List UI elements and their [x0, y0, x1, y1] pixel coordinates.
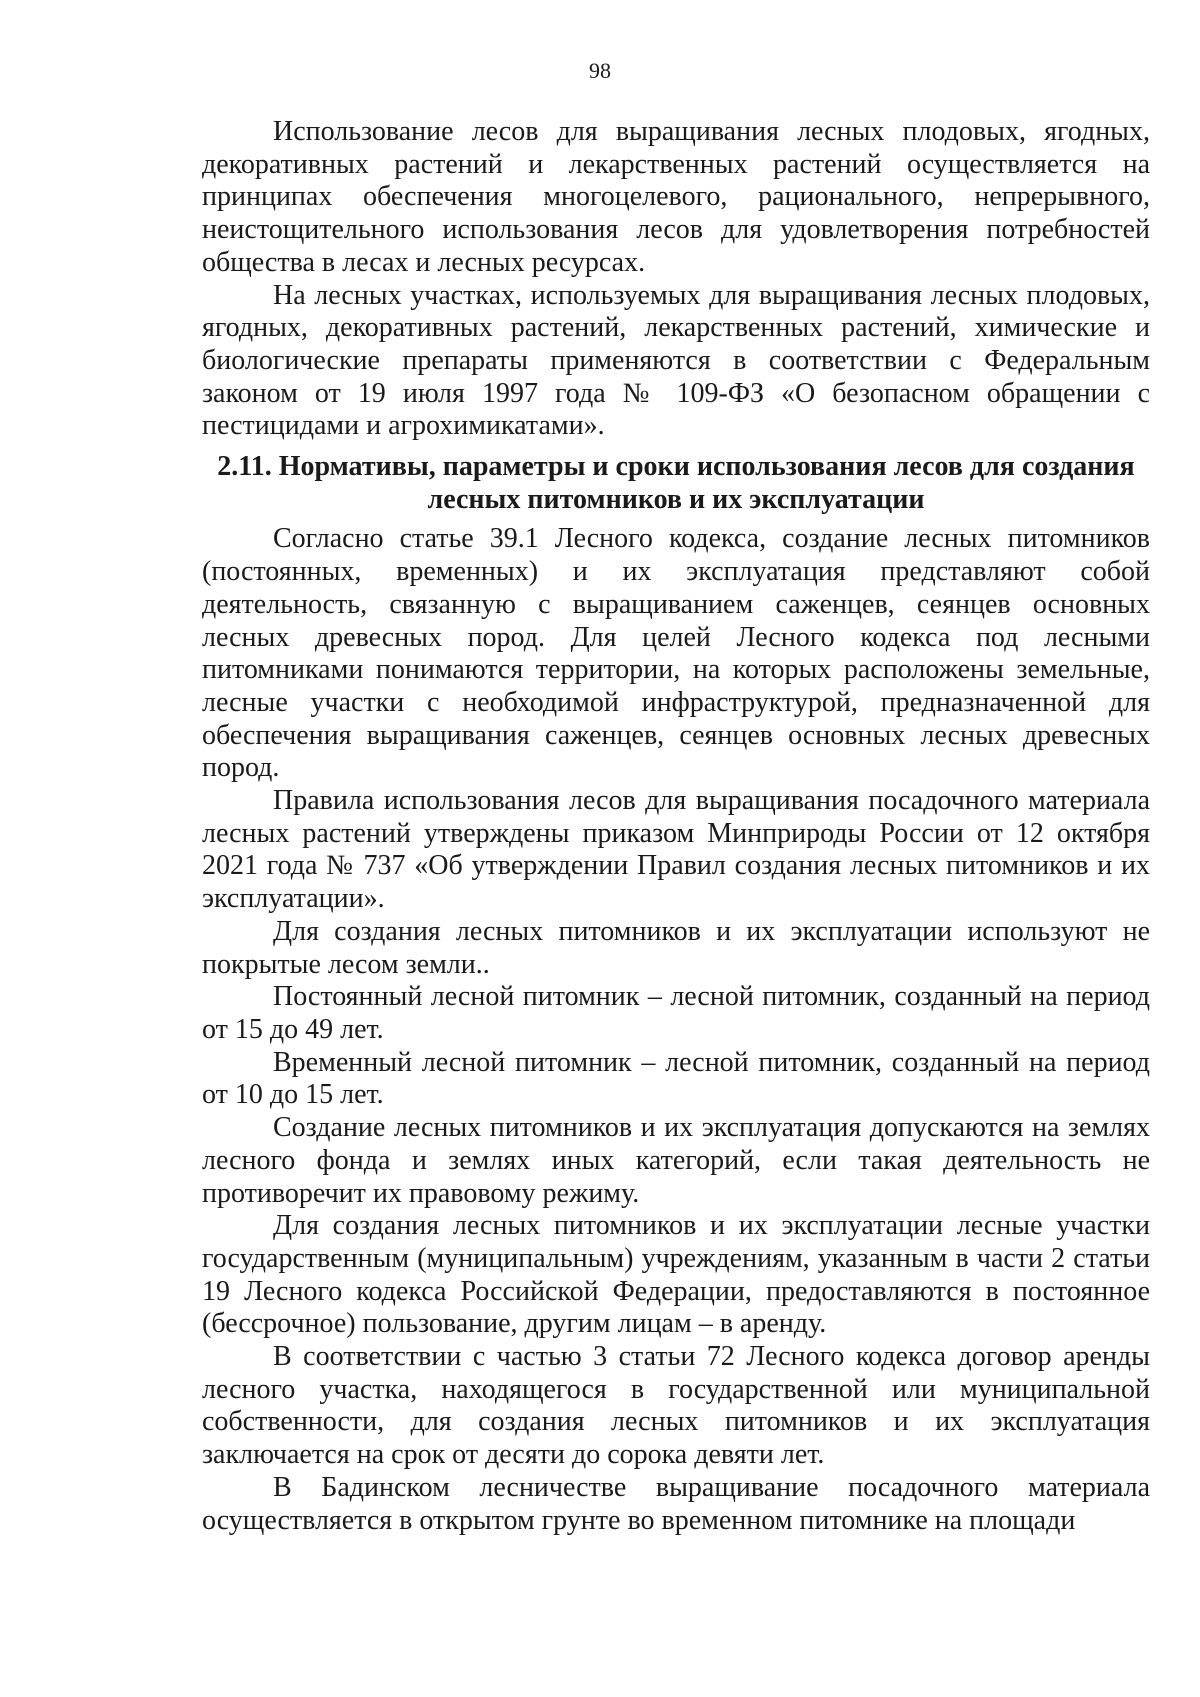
paragraph: Постоянный лесной питомник – лесной питомник, созданный на период от 15 до 49 лет.: [202, 981, 1150, 1045]
paragraph: На лесных участках, используемых для выращивания лесных плодовых, ягодных, декоративных растений, лекарственных растений, химические и биологические препараты применяются в соответствии с Федеральным законом от 19 июля 1997 года № 109-ФЗ «О безопасном обращении с пестицидами и агрохимикатами».: [202, 279, 1150, 442]
paragraph: Создание лесных питомников и их эксплуатация допускаются на землях лесного фонда и землях иных категорий, если такая деятельность не противоречит их правовому режиму.: [202, 1112, 1150, 1209]
paragraph: Для создания лесных питомников и их эксплуатации лесные участки государственным (муниципальным) учреждениям, указанным в части 2 статьи 19 Лесного кодекса Российской Федерации, предоставляются в постоянное (бессрочное) пользование, другим лицам – в аренду.: [202, 1210, 1150, 1340]
paragraph: В соответствии с частью 3 статьи 72 Лесного кодекса договор аренды лесного участка, находящегося в государственной или муниципальной собственности, для создания лесных питомников и их эксплуатация заключается на срок от десяти до сорока девяти лет.: [202, 1341, 1150, 1471]
paragraph: Правила использования лесов для выращивания посадочного материала лесных растений утверждены приказом Минприроды России от 12 октября 2021 года № 737 «Об утверждении Правил создания лесных питомников и их эксплуатации».: [202, 785, 1150, 915]
page-number: 98: [589, 58, 611, 83]
paragraph: Использование лесов для выращивания лесных плодовых, ягодных, декоративных растений и лекарственных растений осуществляется на принципах обеспечения многоцелевого, рационального, непрерывного, неистощительного использования лесов для удовлетворения потребностей общества в лесах и лесных ресурсах.: [202, 116, 1150, 278]
paragraph: В Бадинском лесничестве выращивание посадочного материала осуществляется в открытом грунте во временном питомнике на площади: [202, 1471, 1150, 1536]
paragraph: Согласно статье 39.1 Лесного кодекса, создание лесных питомников (постоянных, временных) и их эксплуатация представляют собой деятельность, связанную с выращиванием саженцев, сеянцев основных лесных древесных пород. Для целей Лесного кодекса под лесными питомниками понимаются территории, на которых расположены земельные, лесные участки с необходимой инфраструктурой, предназначенной для обеспечения выращивания саженцев, сеянцев основных лесных древесных пород.: [202, 523, 1150, 784]
paragraph: Для создания лесных питомников и их эксплуатации используют не покрытые лесом земли..: [202, 915, 1150, 980]
document-body: [202, 116, 1150, 1537]
paragraph: Временный лесной питомник – лесной питомник, созданный на период от 10 до 15 лет.: [202, 1046, 1150, 1111]
section-heading: 2.11. Нормативы, параметры и сроки использования лесов для создания лесных питомников и их эксплуатации: [217, 451, 1135, 515]
